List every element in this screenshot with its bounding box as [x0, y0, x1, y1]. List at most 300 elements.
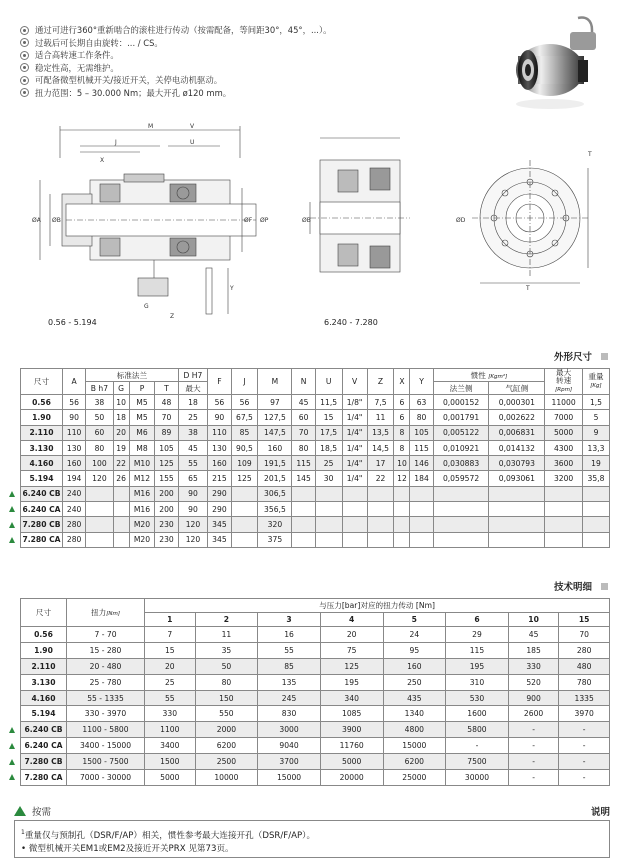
table-cell: 160 — [63, 456, 86, 471]
table-cell: 85 — [258, 658, 321, 674]
table-cell: 345 — [208, 517, 231, 532]
feature-item: 稳定性高，无需维护。 — [20, 62, 400, 75]
table-cell: 2000 — [195, 722, 258, 738]
dim-label: G — [144, 303, 149, 310]
table-cell: 95 — [383, 642, 446, 658]
table-cell: 15 — [145, 642, 196, 658]
table-cell: 80 — [86, 440, 113, 455]
table-cell — [410, 502, 433, 517]
table-cell — [394, 502, 410, 517]
table-cell: 230 — [155, 517, 178, 532]
feature-item: 扭力范围：5 – 30.000 Nm；最大开孔 ø120 mm。 — [20, 87, 400, 100]
table-cell: 0,093061 — [489, 471, 545, 486]
table-cell — [394, 517, 410, 532]
size-cell: 7.280 CA — [21, 532, 63, 547]
table-cell: 80 — [292, 440, 315, 455]
table-cell: 780 — [559, 674, 610, 690]
dim-label: Z — [170, 313, 175, 320]
col-header: T — [155, 382, 178, 395]
table-cell: 45 — [508, 627, 559, 643]
size-cell: 7.280 CB — [21, 754, 67, 770]
table-row — [21, 642, 610, 658]
table-row — [21, 738, 610, 754]
table-cell: 70 — [292, 425, 315, 440]
table-cell: 70 — [559, 627, 610, 643]
size-cell: 4.160 — [21, 456, 63, 471]
table-cell: 280 — [559, 642, 610, 658]
table-cell: 240 — [63, 486, 86, 501]
table-cell: 19 — [582, 456, 609, 471]
table-cell: 25 — [315, 456, 342, 471]
table-cell — [489, 486, 545, 501]
feature-item: 过载后可长期自由旋转：... / CS。 — [20, 37, 400, 50]
table-cell: 4300 — [545, 440, 583, 455]
on-request-triangle-icon — [9, 759, 15, 765]
table-cell: 25000 — [383, 770, 446, 786]
table-cell — [342, 486, 367, 501]
table-cell: 290 — [208, 502, 231, 517]
table-cell: 160 — [383, 658, 446, 674]
table-cell: 1/4" — [342, 425, 367, 440]
table-row — [21, 690, 610, 706]
size-cell: 4.160 — [21, 690, 67, 706]
size-cell: 6.240 CB — [21, 486, 63, 501]
table-cell — [113, 486, 129, 501]
table-cell — [231, 517, 258, 532]
table-cell: 1100 — [145, 722, 196, 738]
table-cell: 356,5 — [258, 502, 292, 517]
table-cell: 3200 — [545, 471, 583, 486]
table-cell: 115 — [292, 456, 315, 471]
table-cell: 320 — [258, 517, 292, 532]
table-cell: 330 — [508, 658, 559, 674]
size-cell: 7.280 CB — [21, 517, 63, 532]
table-cell: 135 — [258, 674, 321, 690]
table-cell: 900 — [508, 690, 559, 706]
dim-label: ØB — [302, 217, 311, 224]
col-header: 尺寸 — [21, 599, 67, 627]
feature-item: 适合高转速工作条件。 — [20, 49, 400, 62]
table-row — [21, 471, 610, 486]
col-header: Z — [367, 369, 394, 395]
col-header: U — [315, 369, 342, 395]
table-cell: 90 — [63, 410, 86, 425]
table-cell: 60 — [86, 425, 113, 440]
table-cell: M8 — [129, 440, 155, 455]
table-cell — [433, 502, 489, 517]
size-cell: 7.280 CA — [21, 770, 67, 786]
table-cell: 1600 — [446, 706, 509, 722]
table-cell — [292, 517, 315, 532]
table-cell: 375 — [258, 532, 292, 547]
table-cell: 90,5 — [231, 440, 258, 455]
table-cell: 340 — [320, 690, 383, 706]
col-header: A — [63, 369, 86, 395]
table-cell: 435 — [383, 690, 446, 706]
dim-label: M — [148, 123, 154, 130]
table-cell: 16 — [258, 627, 321, 643]
on-request-triangle-icon — [9, 506, 15, 512]
table-cell: 1/4" — [342, 440, 367, 455]
dim-label: ØD — [456, 217, 466, 224]
large-section-view — [310, 138, 410, 272]
table-cell: 3400 - 15000 — [67, 738, 145, 754]
col-header: 标准法兰 — [86, 369, 178, 382]
col-header: 最大 — [178, 382, 208, 395]
table-cell: 0,006831 — [489, 425, 545, 440]
dim-label: V — [190, 123, 195, 130]
table-cell: 1/8" — [342, 395, 367, 410]
table-cell: 4800 — [383, 722, 446, 738]
drawing-caption-right: 6.240 - 7.280 — [324, 318, 378, 327]
feature-item: 可配备微型机械开关/接近开关，关停电动机驱动。 — [20, 74, 400, 87]
table-row — [21, 532, 610, 547]
table-cell: - — [508, 754, 559, 770]
table-cell: 7500 — [446, 754, 509, 770]
table-cell: 17,5 — [315, 425, 342, 440]
col-header: G — [113, 382, 129, 395]
table-cell: 1085 — [320, 706, 383, 722]
table-cell: 120 — [86, 471, 113, 486]
dim-label: Y — [230, 285, 234, 292]
table-cell: 70 — [155, 410, 178, 425]
table-cell: 11000 — [545, 395, 583, 410]
table-row — [21, 722, 610, 738]
table-cell — [433, 517, 489, 532]
table-row — [21, 754, 610, 770]
table-cell: 194 — [63, 471, 86, 486]
table-cell — [433, 532, 489, 547]
dim-label: T — [588, 151, 592, 158]
table-cell: 115 — [410, 440, 433, 455]
col-header: 2 — [195, 613, 258, 627]
table-cell — [315, 517, 342, 532]
table-cell: 6200 — [383, 754, 446, 770]
table-cell: 29 — [446, 627, 509, 643]
notes-title: 说明 — [590, 807, 610, 818]
table-cell — [367, 486, 394, 501]
table-cell: M20 — [129, 517, 155, 532]
table-cell: 50 — [195, 658, 258, 674]
table-cell: 125 — [320, 658, 383, 674]
col-header: 4 — [320, 613, 383, 627]
table-cell: 11 — [367, 410, 394, 425]
note-1: $^1$重量仅与预制孔（DSR/F/AP）相关，惯性参考最大连接开孔（DSR/F/AP）。 — [21, 829, 316, 841]
table-cell: 97 — [258, 395, 292, 410]
table-cell: 20 - 480 — [67, 658, 145, 674]
size-cell: 2.110 — [21, 425, 63, 440]
table-cell: 0,000301 — [489, 395, 545, 410]
dim-label: ØP — [260, 217, 269, 224]
size-cell: 3.130 — [21, 674, 67, 690]
table-cell: - — [508, 722, 559, 738]
on-request-triangle-icon — [9, 522, 15, 528]
table-cell: 6200 — [195, 738, 258, 754]
table-cell: M5 — [129, 395, 155, 410]
table-cell — [410, 517, 433, 532]
col-header: 扭力[Nm] — [67, 599, 145, 627]
col-header: 惯性 [Kgm²] — [433, 369, 545, 382]
note-2: • 微型机械开关EM1或EM2及接近开关PRX 见第73页。 — [21, 843, 234, 854]
table-cell — [231, 532, 258, 547]
col-header: 6 — [446, 613, 509, 627]
table-cell: 19 — [113, 440, 129, 455]
table-cell: 35,8 — [582, 471, 609, 486]
col-header: 最大 转速 [Rpm] — [545, 369, 583, 395]
table-cell: 5800 — [446, 722, 509, 738]
table-cell: 7,5 — [367, 395, 394, 410]
table-cell: 120 — [178, 532, 208, 547]
size-cell: 6.240 CB — [21, 722, 67, 738]
dim-label: ØF — [244, 217, 253, 224]
table-cell: 90 — [208, 410, 231, 425]
table-cell: 15 - 280 — [67, 642, 145, 658]
dim-label: X — [100, 157, 105, 164]
col-header: 3 — [258, 613, 321, 627]
table-row — [21, 706, 610, 722]
table-cell: 8 — [394, 440, 410, 455]
table-cell — [231, 502, 258, 517]
table-cell: 22 — [113, 456, 129, 471]
table-cell: 18 — [178, 395, 208, 410]
table-cell: 9040 — [258, 738, 321, 754]
table-cell: 310 — [446, 674, 509, 690]
table-cell: 1/4" — [342, 471, 367, 486]
col-header: N — [292, 369, 315, 395]
table-cell: 7 — [145, 627, 196, 643]
table-cell: M5 — [129, 410, 155, 425]
section-title-dimensions: 外形尺寸 — [554, 349, 608, 363]
table-cell: 306,5 — [258, 486, 292, 501]
table-cell: 1/4" — [342, 456, 367, 471]
col-header: J — [231, 369, 258, 395]
table-cell: 55 - 1335 — [67, 690, 145, 706]
table-cell: M20 — [129, 532, 155, 547]
col-header: P — [129, 382, 155, 395]
table-cell: 330 - 3970 — [67, 706, 145, 722]
table-cell: 20 — [320, 627, 383, 643]
table-cell: 0,010921 — [433, 440, 489, 455]
table-cell: 89 — [155, 425, 178, 440]
table-cell: 3900 — [320, 722, 383, 738]
table-cell: 100 — [86, 456, 113, 471]
table-cell: 8 — [394, 425, 410, 440]
table-cell — [113, 532, 129, 547]
table-row — [21, 486, 610, 501]
bullet-icon — [20, 38, 29, 47]
table-row — [21, 456, 610, 471]
table-cell: 0,002622 — [489, 410, 545, 425]
table-cell — [410, 486, 433, 501]
table-cell: 15000 — [383, 738, 446, 754]
table-cell: 245 — [258, 690, 321, 706]
table-cell — [582, 502, 609, 517]
table-cell: 63 — [410, 395, 433, 410]
table-cell: 30 — [315, 471, 342, 486]
table-cell: 240 — [63, 502, 86, 517]
table-cell: 3970 — [559, 706, 610, 722]
table-cell: 530 — [446, 690, 509, 706]
table-cell: - — [559, 770, 610, 786]
table-cell — [342, 532, 367, 547]
table-row — [21, 502, 610, 517]
table-cell: 18,5 — [315, 440, 342, 455]
table-cell — [86, 532, 113, 547]
table-cell: 550 — [195, 706, 258, 722]
table-cell — [315, 502, 342, 517]
table-cell: 0,014132 — [489, 440, 545, 455]
table-row — [21, 410, 610, 425]
bullet-icon — [20, 63, 29, 72]
dimensions-table — [20, 368, 610, 548]
table-cell: 155 — [155, 471, 178, 486]
table-cell — [113, 517, 129, 532]
table-cell: 1100 - 5800 — [67, 722, 145, 738]
col-header: B h7 — [86, 382, 113, 395]
col-header: 尺寸 — [21, 369, 63, 395]
table-cell — [582, 532, 609, 547]
col-header: F — [208, 369, 231, 395]
table-cell: 80 — [410, 410, 433, 425]
table-row — [21, 517, 610, 532]
table-cell — [545, 517, 583, 532]
table-cell: 67,5 — [231, 410, 258, 425]
dim-label: T — [526, 285, 530, 292]
table-cell: 105 — [410, 425, 433, 440]
table-cell: 130 — [208, 440, 231, 455]
table-cell — [367, 532, 394, 547]
col-header: 与压力[bar]对应的扭力传动 [Nm] — [145, 599, 610, 613]
table-cell — [315, 532, 342, 547]
table-cell: 250 — [383, 674, 446, 690]
table-cell: 191,5 — [258, 456, 292, 471]
table-cell: 195 — [446, 658, 509, 674]
table-cell: 35 — [195, 642, 258, 658]
table-cell: 2600 — [508, 706, 559, 722]
table-cell: 520 — [508, 674, 559, 690]
table-cell: 120 — [178, 517, 208, 532]
table-cell — [489, 532, 545, 547]
table-cell: 7 - 70 — [67, 627, 145, 643]
table-cell: 3000 — [258, 722, 321, 738]
table-cell: 130 — [63, 440, 86, 455]
table-cell — [292, 532, 315, 547]
bullet-icon — [20, 26, 29, 35]
table-cell: 11,5 — [315, 395, 342, 410]
table-cell — [394, 486, 410, 501]
size-cell: 5.194 — [21, 706, 67, 722]
drawing-caption-left: 0.56 - 5.194 — [48, 318, 97, 327]
table-cell: 24 — [383, 627, 446, 643]
table-cell: 45 — [292, 395, 315, 410]
table-cell: 184 — [410, 471, 433, 486]
table-cell: 6 — [394, 410, 410, 425]
table-cell: 830 — [258, 706, 321, 722]
table-cell: 22 — [367, 471, 394, 486]
table-cell: 25 - 780 — [67, 674, 145, 690]
table-cell — [410, 532, 433, 547]
table-cell: 38 — [86, 395, 113, 410]
dim-label: U — [190, 139, 195, 146]
table-cell: 146 — [410, 456, 433, 471]
table-cell: 280 — [63, 517, 86, 532]
table-cell: 85 — [231, 425, 258, 440]
dim-label: ØA — [32, 217, 41, 224]
table-cell: 90 — [178, 486, 208, 501]
col-header: 15 — [559, 613, 610, 627]
on-request-triangle-icon — [9, 743, 15, 749]
bullet-icon — [20, 51, 29, 60]
size-cell: 0.56 — [21, 627, 67, 643]
table-cell: 3600 — [545, 456, 583, 471]
table-cell: 30000 — [446, 770, 509, 786]
col-header: 气缸侧 — [489, 382, 545, 395]
table-cell: 1/4" — [342, 410, 367, 425]
table-cell: M12 — [129, 471, 155, 486]
table-cell: M16 — [129, 486, 155, 501]
table-cell: 110 — [208, 425, 231, 440]
table-cell: 1340 — [383, 706, 446, 722]
triangle-icon — [14, 806, 26, 816]
table-cell: 10 — [394, 456, 410, 471]
table-cell: 290 — [208, 486, 231, 501]
table-cell: 0,030793 — [489, 456, 545, 471]
table-cell: 160 — [258, 440, 292, 455]
table-cell: 0,059572 — [433, 471, 489, 486]
table-cell: 6 — [394, 395, 410, 410]
table-cell: 110 — [63, 425, 86, 440]
table-cell: 9 — [582, 425, 609, 440]
on-request-triangle-icon — [9, 491, 15, 497]
table-cell: 10 — [113, 395, 129, 410]
table-cell: 215 — [208, 471, 231, 486]
col-header: 重量 [Kg] — [582, 369, 609, 395]
table-cell: 7000 — [545, 410, 583, 425]
size-cell: 2.110 — [21, 658, 67, 674]
table-cell — [394, 532, 410, 547]
table-cell: 0,001791 — [433, 410, 489, 425]
dim-label: J — [115, 139, 117, 146]
table-cell: 75 — [320, 642, 383, 658]
table-cell: 5000 — [145, 770, 196, 786]
table-row — [21, 627, 610, 643]
table-cell: 17 — [367, 456, 394, 471]
col-header: D H7 — [178, 369, 208, 382]
table-cell: 1335 — [559, 690, 610, 706]
table-cell: 7000 - 30000 — [67, 770, 145, 786]
table-cell: 11 — [195, 627, 258, 643]
technical-drawing — [20, 118, 610, 338]
table-cell: 11760 — [320, 738, 383, 754]
table-cell: 10000 — [195, 770, 258, 786]
size-cell: 5.194 — [21, 471, 63, 486]
table-cell: 145 — [292, 471, 315, 486]
bullet-icon — [20, 88, 29, 97]
dim-label: ØB — [52, 217, 61, 224]
side-section-view — [40, 126, 256, 314]
table-cell: 14,5 — [367, 440, 394, 455]
table-cell: 80 — [195, 674, 258, 690]
table-cell: 5 — [582, 410, 609, 425]
table-cell: 105 — [155, 440, 178, 455]
size-cell: 1.90 — [21, 410, 63, 425]
table-cell: 200 — [155, 502, 178, 517]
table-cell: 15 — [315, 410, 342, 425]
table-cell — [113, 502, 129, 517]
table-cell: 185 — [508, 642, 559, 658]
table-cell: 20 — [145, 658, 196, 674]
table-cell: - — [508, 770, 559, 786]
